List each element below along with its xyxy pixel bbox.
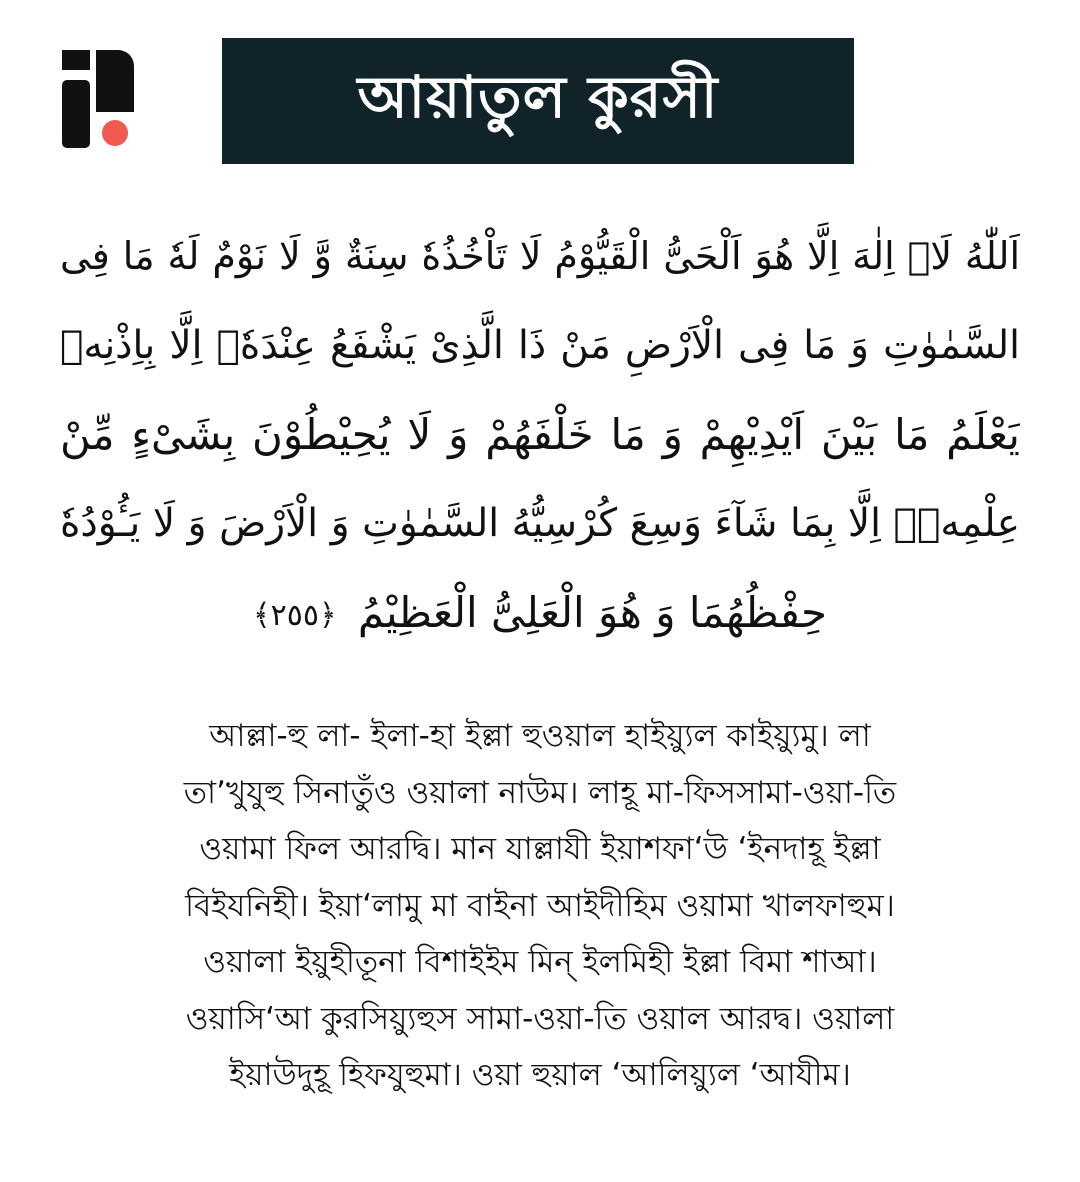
bangla-line-2: তা’খুযুহু সিনাতুঁও ওয়ালা নাউম। লাহূ মা-ফিসসামা-ওয়া-তি xyxy=(183,774,897,811)
arabic-line-3: یَعْلَمُ مَا بَیْنَ اَیْدِیْهِمْ وَ مَا خَلْفَهُمْ وَ لَا یُحِیْطُوْنَ بِشَیْءٍ مِّنْ xyxy=(60,410,1020,459)
arabic-line-5-text: حِفْظُهُمَا وَ هُوَ الْعَلِیُّ الْعَظِیْمُ xyxy=(357,588,827,637)
bangla-transliteration xyxy=(60,708,1020,1104)
ayah-number-marker: ﴿٢٥٥﴾ xyxy=(253,598,337,633)
arabic-line-2: السَّمٰوٰتِ وَ مَا فِی الْاَرْضِ مَنْ ذَا الَّذِیْ یَشْفَعُ عِنْدَهٗۤ اِلَّا بِاِذْنِهٖ xyxy=(60,323,1020,368)
bangla-line-5: ওয়ালা ইয়ুহীতূনা বিশাইইম মিন্ ইলমিহী ইল্লা বিমা শাআ। xyxy=(203,944,877,980)
bangla-line-1: আল্লা-হু লা- ইলা-হা ইল্লা হুওয়াল হাইয়্যুল কাইয়্যুমু। লা xyxy=(209,718,871,754)
brand-logo-icon xyxy=(62,50,134,150)
bangla-line-7: ইয়াউদুহূ হিফযুহুমা। ওয়া হুয়াল ‘আলিয়্যুল ‘আযীম। xyxy=(229,1057,851,1093)
arabic-line-1: اَللّٰهُ لَاۤ اِلٰهَ اِلَّا هُوَ اَلْحَیُّ الْقَیُّوْمُ لَا تَاْخُذُهٗ سِنَةٌ وَّ لَا نَوْمٌ لَهٗ مَا فِی xyxy=(60,234,1020,278)
bangla-line-4: বিইযনিহী। ইয়া‘লামু মা বাইনা আইদীহিম ওয়ামা খালফাহুম। xyxy=(185,887,895,924)
arabic-line-5 xyxy=(60,568,1020,657)
title-banner xyxy=(222,38,854,164)
bangla-line-6: ওয়াসি‘আ কুরসিয়্যুহুস সামা-ওয়া-তি ওয়াল আরদ্ব। ওয়ালা xyxy=(185,1000,895,1037)
bangla-line-3: ওয়ামা ফিল আরদ্বি। মান যাল্লাযী ইয়াশফা‘উ ‘ইনদাহূ ইল্লা xyxy=(199,831,881,867)
arabic-verse xyxy=(60,212,1020,657)
page-title: আয়াতুল কুরসী xyxy=(357,62,719,131)
arabic-line-4: عِلْمِهٖۤ اِلَّا بِمَا شَآءَ وَسِعَ كُرْسِیُّهُ السَّمٰوٰتِ وَ الْاَرْضَ وَ لَا یَـُٔوْدُهٗ xyxy=(60,501,1020,546)
